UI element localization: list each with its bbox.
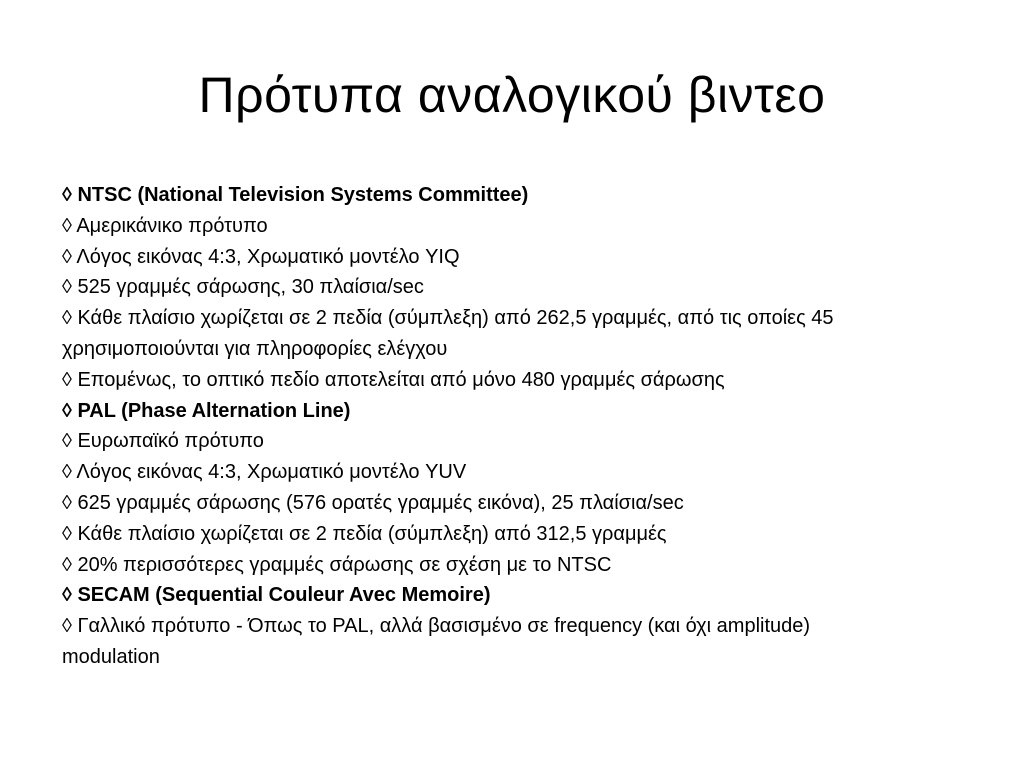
- bullet-line: [62, 580, 892, 611]
- bullet-text: 625 γραμμές σάρωσης (576 ορατές γραμμές εικόνα), 25 πλαίσια/sec: [77, 491, 684, 514]
- bullet-text: NTSC (National Television Systems Committee): [77, 184, 529, 206]
- bullet-line: [62, 180, 892, 211]
- bullet-line: [62, 303, 892, 365]
- bullet-text: PAL (Phase Alternation Line): [77, 399, 351, 422]
- bullet-text: Αμερικάνικο πρότυπο: [76, 214, 268, 237]
- diamond-bullet-icon: ◊: [62, 491, 72, 514]
- bullet-line: [62, 211, 892, 242]
- diamond-bullet-icon: ◊: [62, 615, 72, 638]
- bullet-line: [62, 457, 892, 488]
- diamond-bullet-icon: ◊: [62, 553, 72, 576]
- bullet-text: Ευρωπαϊκό πρότυπο: [77, 430, 264, 453]
- bullet-line: [62, 519, 892, 550]
- bullet-text: Κάθε πλαίσιο χωρίζεται σε 2 πεδία (σύμπλεξη) από 262,5 γραμμές, από τις οποίες 45 χρησιμοποιούνται για πληροφορίες ελέγχου: [62, 307, 834, 360]
- diamond-bullet-icon: ◊: [62, 245, 72, 268]
- bullet-text: Κάθε πλαίσιο χωρίζεται σε 2 πεδία (σύμπλεξη) από 312,5 γραμμές: [77, 522, 667, 545]
- bullet-text: Επομένως, το οπτικό πεδίο αποτελείται από μόνο 480 γραμμές σάρωσης: [77, 368, 725, 391]
- diamond-bullet-icon: ◊: [62, 214, 72, 237]
- bullet-line: [62, 396, 892, 427]
- bullet-text: Λόγος εικόνας 4:3, Χρωματικό μοντέλο YUV: [76, 461, 467, 484]
- bullet-text: 525 γραμμές σάρωσης, 30 πλαίσια/sec: [77, 276, 424, 299]
- diamond-bullet-icon: ◊: [62, 307, 72, 330]
- diamond-bullet-icon: ◊: [62, 584, 72, 607]
- diamond-bullet-icon: ◊: [62, 461, 72, 484]
- bullet-text: SECAM (Sequential Couleur Avec Memoire): [77, 584, 491, 607]
- diamond-bullet-icon: ◊: [62, 522, 72, 545]
- diamond-bullet-icon: ◊: [62, 430, 72, 453]
- bullet-text: 20% περισσότερες γραμμές σάρωσης σε σχέση με το NTSC: [77, 553, 612, 576]
- bullet-line: [62, 550, 892, 581]
- bullet-line: [62, 272, 892, 303]
- bullet-line: [62, 488, 892, 519]
- bullet-line: [62, 426, 892, 457]
- bullet-text: Λόγος εικόνας 4:3, Χρωματικό μοντέλο YIQ: [76, 245, 460, 268]
- bullet-line: [62, 611, 892, 673]
- diamond-bullet-icon: ◊: [62, 184, 72, 206]
- slide-title: Πρότυπα αναλογικού βιντεο: [198, 67, 826, 123]
- bullet-line: [62, 365, 892, 396]
- bullet-line: [62, 242, 892, 273]
- diamond-bullet-icon: ◊: [62, 276, 72, 299]
- bullet-text: Γαλλικό πρότυπο - Όπως το PAL, αλλά βασισμένο σε frequency (και όχι amplitude) modulation: [62, 615, 811, 668]
- diamond-bullet-icon: ◊: [62, 399, 72, 422]
- diamond-bullet-icon: ◊: [62, 368, 72, 391]
- slide-content: [62, 180, 892, 673]
